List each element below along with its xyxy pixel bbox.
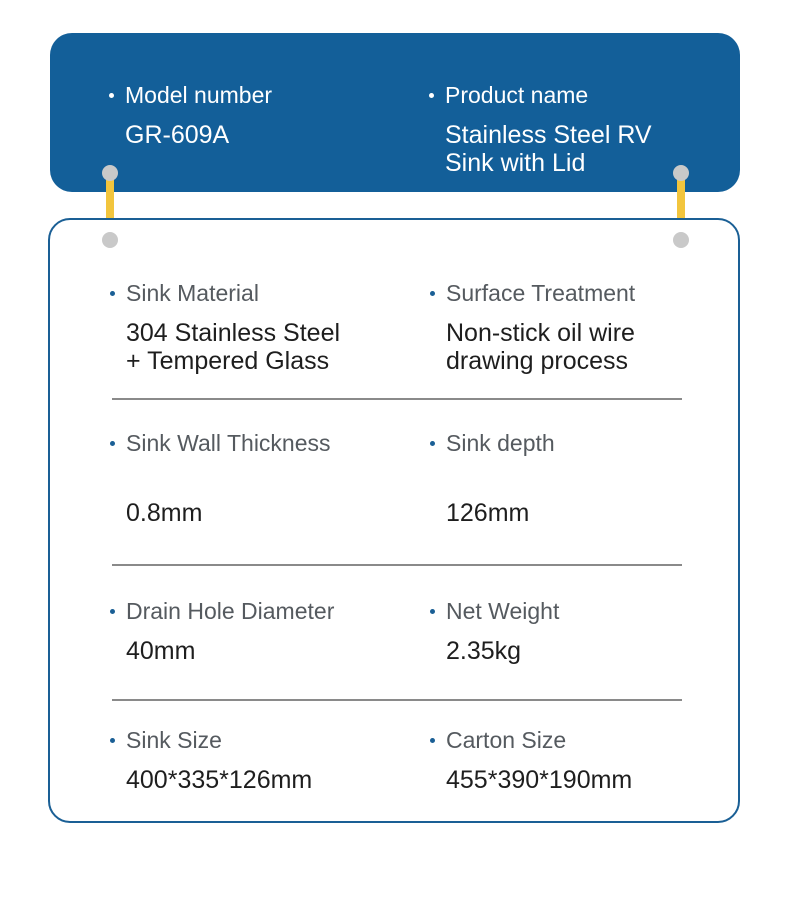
product-name-field — [429, 81, 652, 177]
surface-treatment-value: Non-stick oil wire drawing process — [446, 319, 635, 375]
sink-depth-label: Sink depth — [430, 429, 555, 457]
net-weight-value: 2.35kg — [446, 637, 522, 665]
wall-thickness-field — [110, 429, 331, 527]
wall-thickness-label: Sink Wall Thickness — [110, 429, 331, 457]
sink-material-value: 304 Stainless Steel + Tempered Glass — [126, 319, 341, 375]
sink-material-field — [110, 279, 340, 375]
product-header-card — [50, 33, 740, 192]
right-top-rivet — [673, 165, 689, 181]
left-top-rivet — [102, 165, 118, 181]
sink-size-value: 400*335*126mm — [126, 766, 313, 794]
wall-thickness-value: 0.8mm — [126, 499, 203, 527]
model-number-field — [109, 81, 272, 149]
model-number-label: Model number — [109, 81, 272, 109]
surface-treatment-field — [430, 279, 635, 375]
model-number-value: GR-609A — [125, 121, 230, 149]
sink-size-label: Sink Size — [110, 726, 312, 754]
sink-size-field — [110, 726, 312, 794]
product-name-value: Stainless Steel RV Sink with Lid — [445, 121, 652, 177]
carton-size-label: Carton Size — [430, 726, 632, 754]
drain-hole-field — [110, 597, 334, 665]
net-weight-label: Net Weight — [430, 597, 559, 625]
sink-depth-field — [430, 429, 555, 527]
net-weight-field — [430, 597, 559, 665]
right-bottom-rivet — [673, 232, 689, 248]
drain-hole-label: Drain Hole Diameter — [110, 597, 334, 625]
specifications-card — [48, 218, 740, 823]
sink-depth-value: 126mm — [446, 499, 530, 527]
left-bottom-rivet — [102, 232, 118, 248]
row-divider — [112, 699, 682, 701]
row-divider — [112, 398, 682, 400]
carton-size-field — [430, 726, 632, 794]
sink-material-label: Sink Material — [110, 279, 340, 307]
product-name-label: Product name — [429, 81, 652, 109]
carton-size-value: 455*390*190mm — [446, 766, 633, 794]
drain-hole-value: 40mm — [126, 637, 196, 665]
row-divider — [112, 564, 682, 566]
surface-treatment-label: Surface Treatment — [430, 279, 635, 307]
